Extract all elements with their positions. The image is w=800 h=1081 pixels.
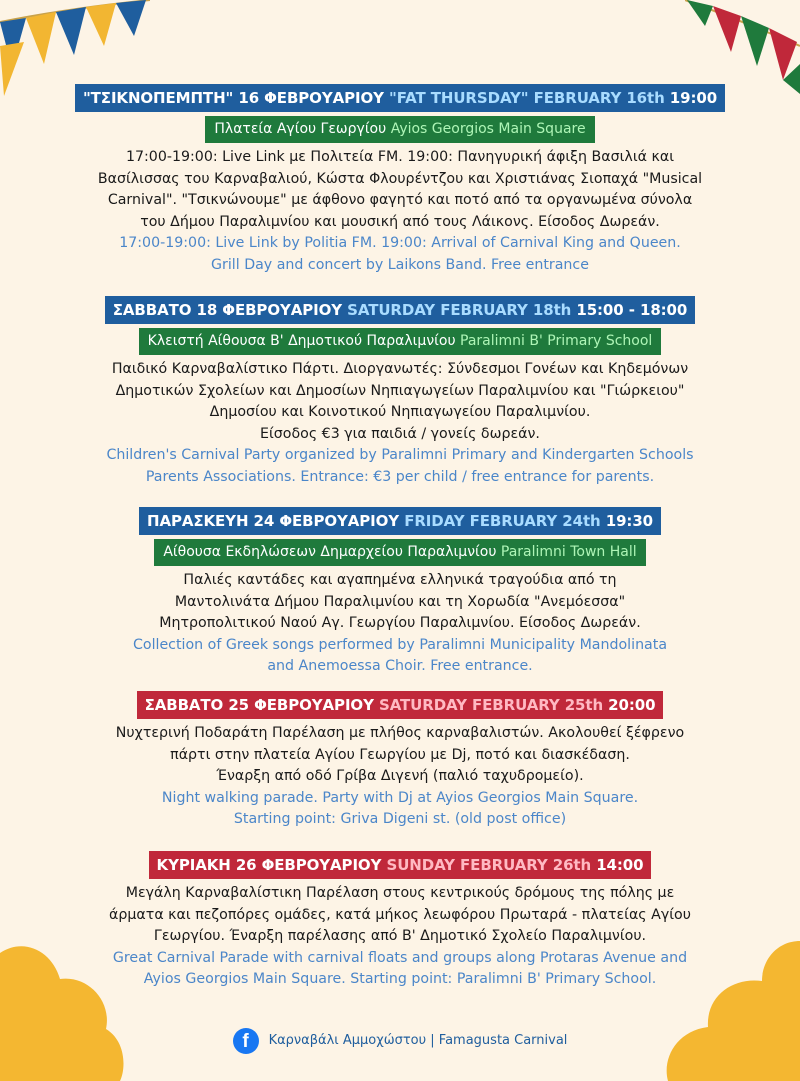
- description-line-greek: Μεγάλη Καρναβαλίστικη Παρέλαση στους κεντρικούς δρόμους της πόλης με: [125, 885, 675, 901]
- description-line-english: Ayios Georgios Main Square. Starting point: Paralimni B' Primary School.: [143, 971, 657, 988]
- event-grand-parade: [0, 851, 800, 991]
- description-line-greek: Παιδικό Καρναβαλίστικο Πάρτι. Διοργανωτές: Σύνδεσμοι Γονέων και Κηδεμόνων: [111, 361, 689, 377]
- event-header-greek: ΠΑΡΑΣΚΕΥΗ 24 ΦΕΒΡΟΥΑΡΙΟΥ: [147, 512, 400, 530]
- event-time: 20:00: [608, 696, 656, 714]
- description-line-greek: του Δήμου Παραλιμνίου και μουσική από τους Λάικονς. Είσοδος Δωρεάν.: [140, 213, 660, 230]
- event-header-english: SUNDAY FEBRUARY 26th: [386, 856, 592, 874]
- description-line-greek: Είσοδος €3 για παιδιά / γονείς δωρεάν.: [260, 425, 540, 442]
- event-venue: [154, 539, 645, 566]
- event-description: [0, 570, 800, 678]
- description-line-greek: Μητροπολιτικού Ναού Αγ. Γεωργίου Παραλιμνίου. Είσοδος Δωρεάν.: [159, 615, 641, 632]
- description-line-english: Night walking parade. Party with Dj at Ayios Georgios Main Square.: [161, 789, 639, 806]
- venue-english: Paralimni Town Hall: [500, 544, 637, 560]
- description-line-greek: Δημοσίου και Κοινοτικού Νηπιαγωγείου Παραλιμνίου.: [209, 404, 591, 421]
- description-line-english: Starting point: Griva Digeni st. (old post office): [233, 811, 567, 828]
- description-line-english: Parents Associations. Entrance: €3 per child / free entrance for parents.: [145, 468, 655, 485]
- event-fat-thursday: [0, 84, 800, 277]
- event-header: [139, 507, 661, 535]
- event-header-english: "FAT THURSDAY" FEBRUARY 16th: [389, 89, 665, 107]
- venue-greek: Κλειστή Αίθουσα Β' Δημοτικού Παραλιμνίου: [147, 333, 456, 349]
- description-line-greek: Γεωργίου. Έναρξη παρέλασης από Β' Δημοτικό Σχολείο Παραλιμνίου.: [153, 928, 647, 945]
- event-greek-songs: [0, 507, 800, 678]
- event-description: [0, 359, 800, 489]
- event-time: 15:00 - 18:00: [576, 301, 688, 319]
- event-header-greek: ΚΥΡΙΑΚΗ 26 ΦΕΒΡΟΥΑΡΙΟΥ: [156, 856, 382, 874]
- venue-greek: Πλατεία Αγίου Γεωργίου: [214, 121, 387, 137]
- event-header-english: SATURDAY FEBRUARY 18th: [347, 301, 572, 319]
- event-night-parade: [0, 691, 800, 831]
- event-header-greek: ΣΑΒΒΑΤΟ 18 ΦΕΒΡΟΥΑΡΙΟΥ: [112, 301, 343, 319]
- event-description: [0, 883, 800, 991]
- description-line-greek: Μαντολινάτα Δήμου Παραλιμνίου και τη Χορωδία "Ανεμόεσσα": [174, 593, 626, 610]
- description-line-english: 17:00-19:00: Live Link by Politia FM. 19:00: Arrival of Carnival King and Queen.: [119, 235, 681, 252]
- facebook-icon[interactable]: f: [233, 1028, 259, 1054]
- description-line-greek: Βασίλισσας του Καρναβαλιού, Κώστα Φλουρέντζου και Χριστιάνας Σιοπαχά "Musical: [97, 170, 703, 187]
- venue-english: Ayios Georgios Main Square: [390, 121, 586, 137]
- description-line-english: Grill Day and concert by Laikons Band. Free entrance: [211, 256, 589, 273]
- event-header: [149, 851, 652, 879]
- event-children-party: [0, 296, 800, 489]
- venue-english: Paralimni B' Primary School: [460, 333, 653, 349]
- description-line-greek: Carnival". "Τσικνώνουμε" με άφθονο φαγητό και ποτό από τα οργανωμένα σύνολα: [107, 192, 693, 209]
- description-line-greek: Νυχτερινή Ποδαράτη Παρέλαση με πλήθος καρναβαλιστών. Ακολουθεί ξέφρενο: [115, 725, 685, 741]
- description-line-english: Great Carnival Parade with carnival floats and groups along Protaras Avenue and: [112, 949, 688, 966]
- description-line-greek: Παλιές καντάδες και αγαπημένα ελληνικά τραγούδια από τη: [183, 572, 617, 588]
- description-line-greek: Δημοτικών Σχολείων και Δημοσίων Νηπιαγωγείων Παραλιμνίου και "Γιώρκειου": [115, 382, 685, 399]
- venue-greek: Αίθουσα Εκδηλώσεων Δημαρχείου Παραλιμνίου: [163, 544, 497, 560]
- event-description: [0, 147, 800, 277]
- footer: [0, 1027, 800, 1056]
- facebook-page-link[interactable]: Καρναβάλι Αμμοχώστου | Famagusta Carnival: [268, 1033, 568, 1048]
- event-header-english: SATURDAY FEBRUARY 25th: [378, 696, 604, 714]
- event-header-greek: ΣΑΒΒΑΤΟ 25 ΦΕΒΡΟΥΑΡΙΟΥ: [144, 696, 374, 714]
- description-line-english: and Anemoessa Choir. Free entrance.: [267, 658, 533, 675]
- event-venue: [205, 116, 594, 143]
- event-header: [105, 296, 695, 324]
- event-header: [137, 691, 664, 719]
- event-venue: [139, 328, 662, 355]
- description-line-greek: πάρτι στην πλατεία Αγίου Γεωργίου με Dj, ποτό και διασκέδαση.: [170, 746, 630, 763]
- event-header: [75, 84, 725, 112]
- description-line-greek: άρματα και πεζοπόρες ομάδες, κατά μήκος λεωφόρου Πρωταρά - πλατείας Αγίου: [109, 906, 691, 923]
- description-line-greek: Έναρξη από οδό Γρίβα Διγενή (παλιό ταχυδρομείο).: [216, 768, 584, 785]
- description-line-greek: 17:00-19:00: Live Link με Πολιτεία FM. 19:00: Πανηγυρική άφιξη Βασιλιά και: [125, 149, 675, 165]
- event-time: 19:00: [669, 89, 718, 107]
- event-time: 19:30: [605, 512, 653, 530]
- event-header-greek: "ΤΣΙΚΝΟΠΕΜΠΤΗ" 16 ΦΕΒΡΟΥΑΡΙΟΥ: [82, 89, 384, 107]
- description-line-english: Collection of Greek songs performed by Paralimni Municipality Mandolinata: [132, 636, 668, 653]
- description-line-english: Children's Carnival Party organized by Paralimni Primary and Kindergarten Schools: [106, 447, 694, 464]
- event-header-english: FRIDAY FEBRUARY 24th: [404, 512, 601, 530]
- event-description: [0, 723, 800, 831]
- event-time: 14:00: [596, 856, 644, 874]
